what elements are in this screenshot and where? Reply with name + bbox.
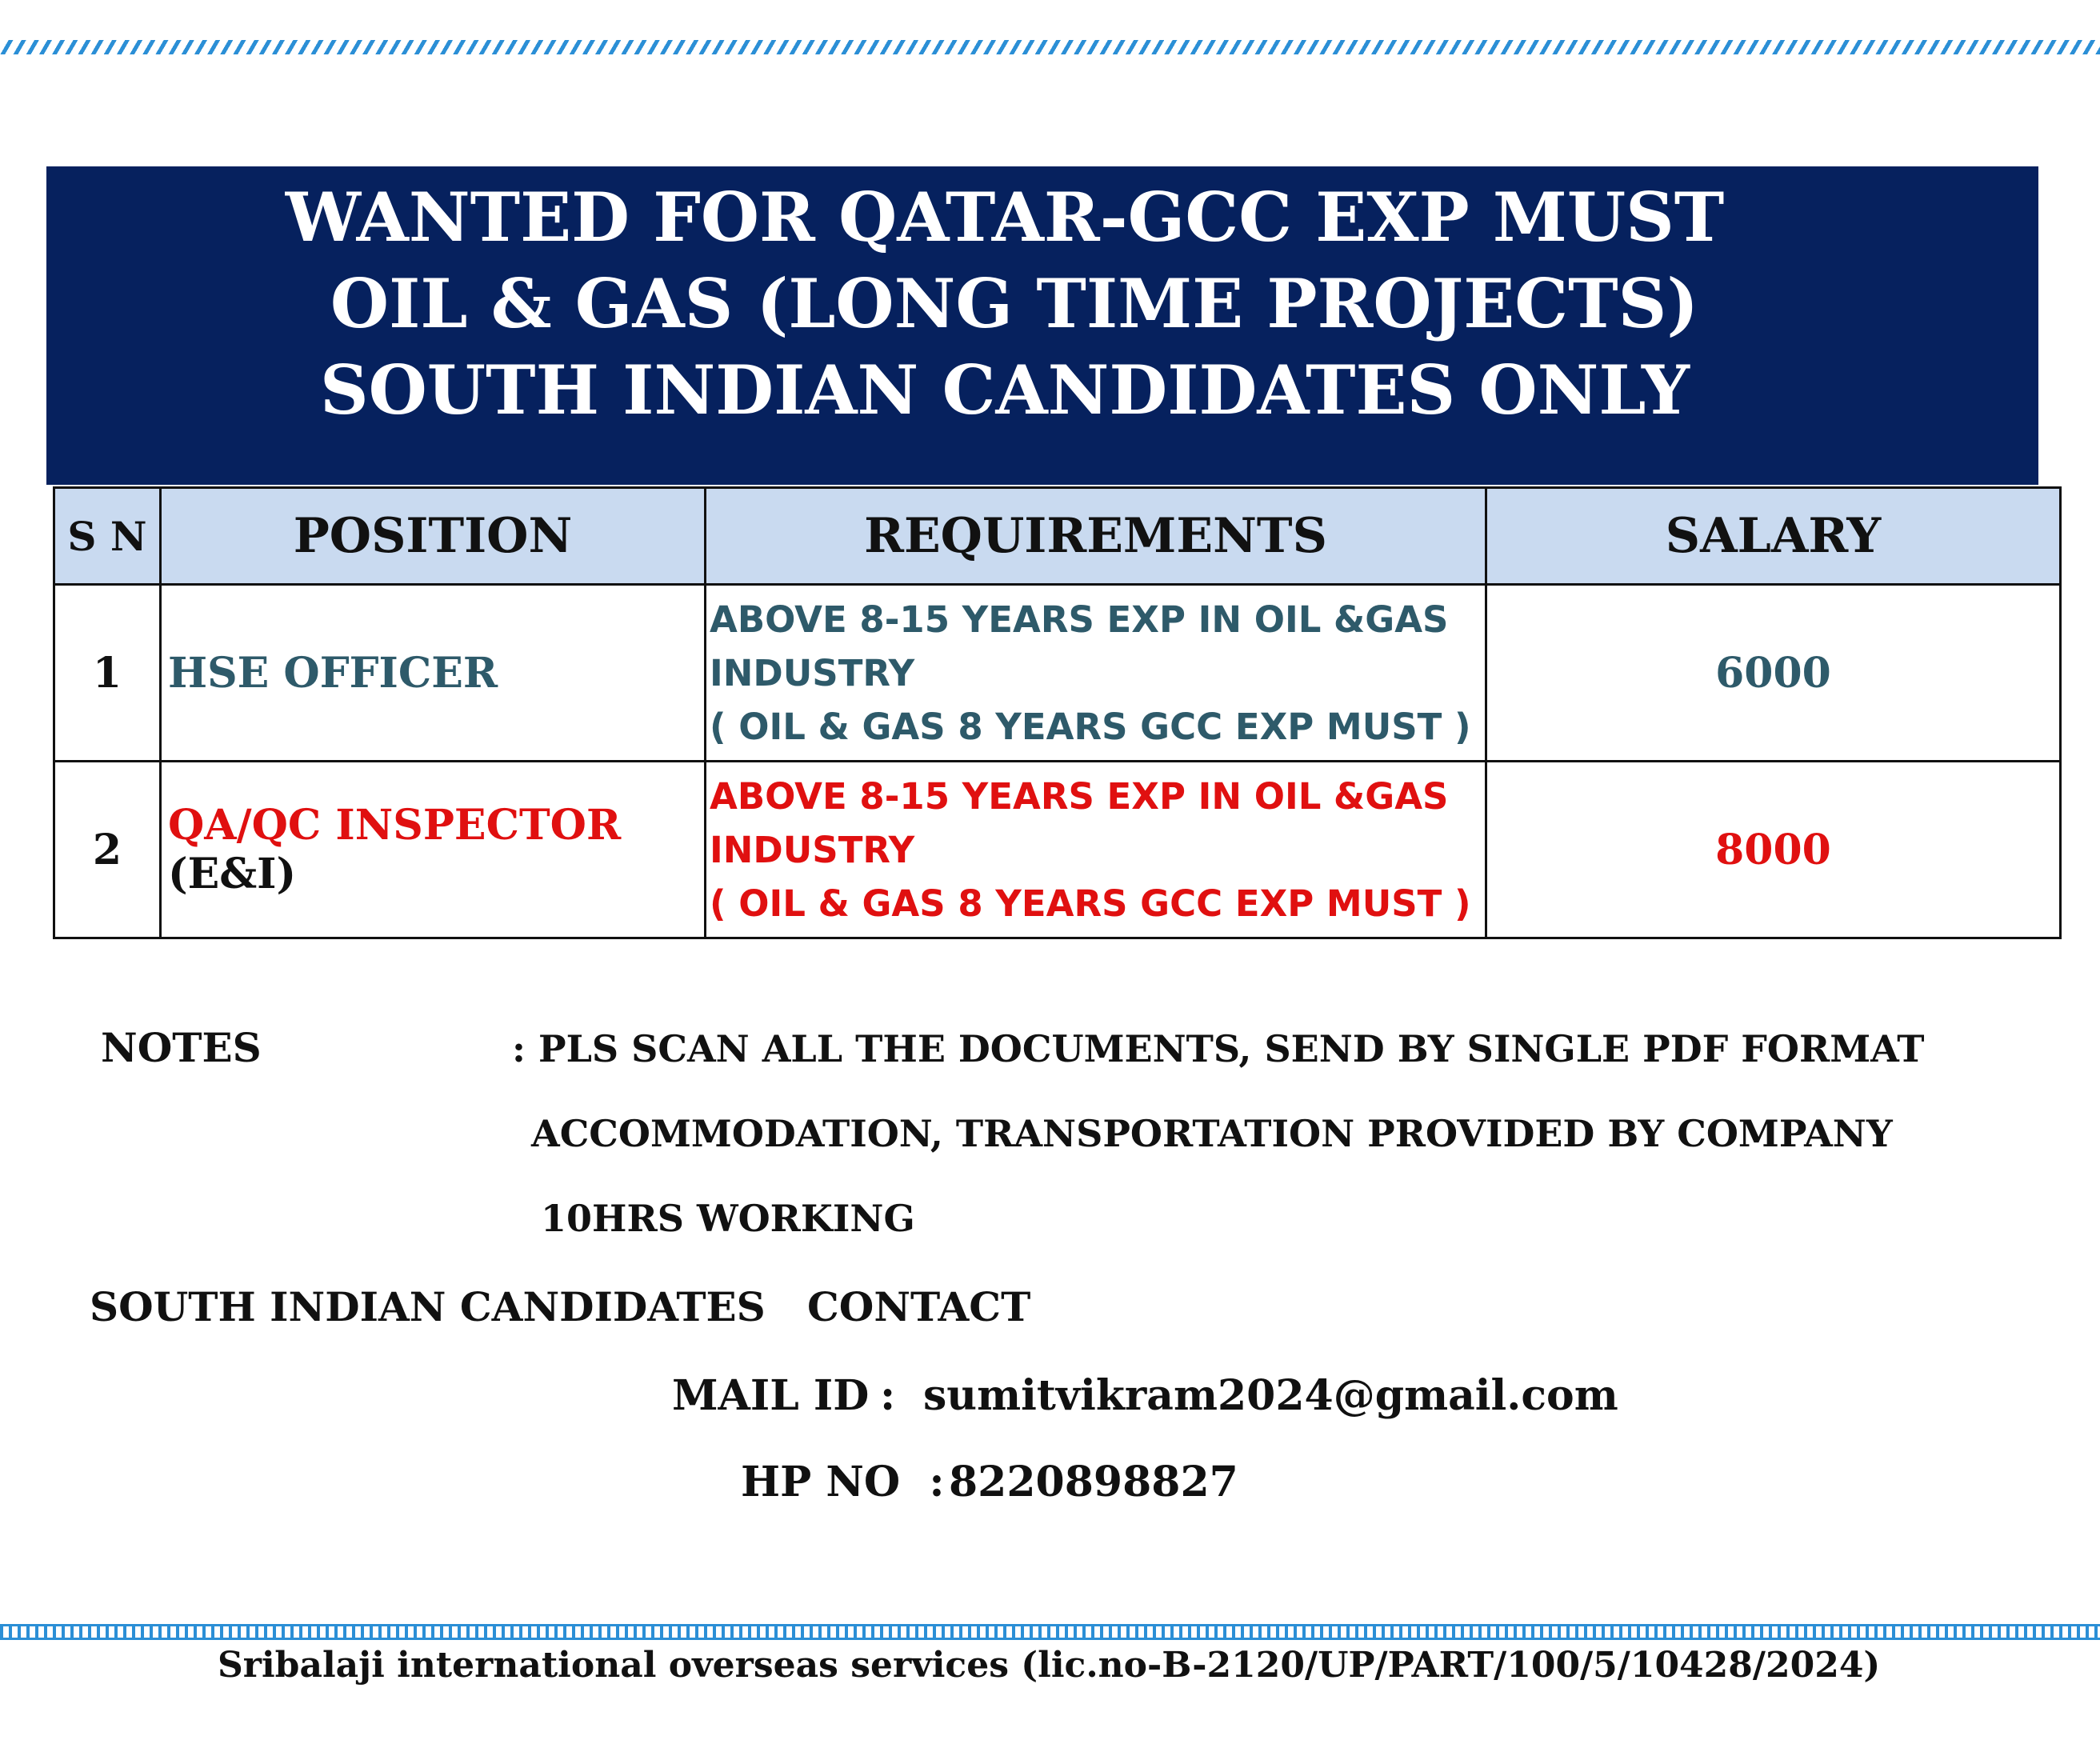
table-row [54, 585, 2061, 762]
notes-label: NOTES [101, 1024, 262, 1071]
position-title: HSE OFFICER [168, 648, 498, 698]
mail-separator: : [880, 1371, 896, 1420]
table-row [54, 762, 2061, 938]
banner-title-line-1: WANTED FOR QATAR-GCC EXP MUST [285, 178, 1725, 257]
phone-value[interactable]: 8220898827 [949, 1458, 1238, 1506]
row-requirements [706, 585, 1486, 762]
row-sn: 2 [54, 762, 161, 938]
notes-line-2: ACCOMMODATION, TRANSPORTATION PROVIDED BY COMPANY [531, 1112, 1893, 1155]
banner-title-line-2: OIL & GAS (LONG TIME PROJECTS) [330, 264, 1699, 343]
contact-heading: SOUTH INDIAN CANDIDATES CONTACT [90, 1283, 1031, 1330]
row-position [161, 762, 706, 938]
table-header-row [54, 488, 2061, 585]
header-salary: SALARY [1486, 488, 2061, 585]
requirement-line: ABOVE 8-15 YEARS EXP IN OIL &GAS [710, 598, 1449, 641]
notes-line-3: 10HRS WORKING [541, 1197, 915, 1240]
position-suffix: (E&I) [168, 850, 297, 898]
notes-line-1: : PLS SCAN ALL THE DOCUMENTS, SEND BY SINGLE PDF FORMAT [512, 1027, 1925, 1070]
header-banner [46, 166, 2038, 485]
mail-label: MAIL ID [672, 1371, 870, 1420]
header-sn: S N [54, 488, 161, 585]
header-requirements: REQUIREMENTS [706, 488, 1486, 585]
requirement-line: ( OIL & GAS 8 YEARS GCC EXP MUST ) [710, 705, 1471, 748]
job-positions-table [53, 486, 2062, 939]
top-decorative-stripe [0, 40, 2100, 54]
header-position: POSITION [161, 488, 706, 585]
row-position [161, 585, 706, 762]
footer-license-text: Sribalaji international overseas services (lic.no-B-2120/UP/PART/100/5/10428/2024) [218, 1645, 1881, 1686]
banner-title-line-3: SOUTH INDIAN CANDIDATES ONLY [319, 350, 1690, 430]
bottom-decorative-stripe [0, 1624, 2100, 1640]
row-requirements [706, 762, 1486, 938]
position-title: QA/QC INSPECTOR [168, 801, 622, 850]
row-salary: 8000 [1486, 762, 2061, 938]
row-sn: 1 [54, 585, 161, 762]
requirement-line: INDUSTRY [710, 828, 915, 871]
requirement-line: INDUSTRY [710, 651, 915, 694]
mail-value[interactable]: sumitvikram2024@gmail.com [923, 1371, 1618, 1420]
row-salary: 6000 [1486, 585, 2061, 762]
requirement-line: ( OIL & GAS 8 YEARS GCC EXP MUST ) [710, 882, 1471, 925]
requirement-line: ABOVE 8-15 YEARS EXP IN OIL &GAS [710, 774, 1449, 818]
phone-label: HP NO : [741, 1458, 945, 1506]
